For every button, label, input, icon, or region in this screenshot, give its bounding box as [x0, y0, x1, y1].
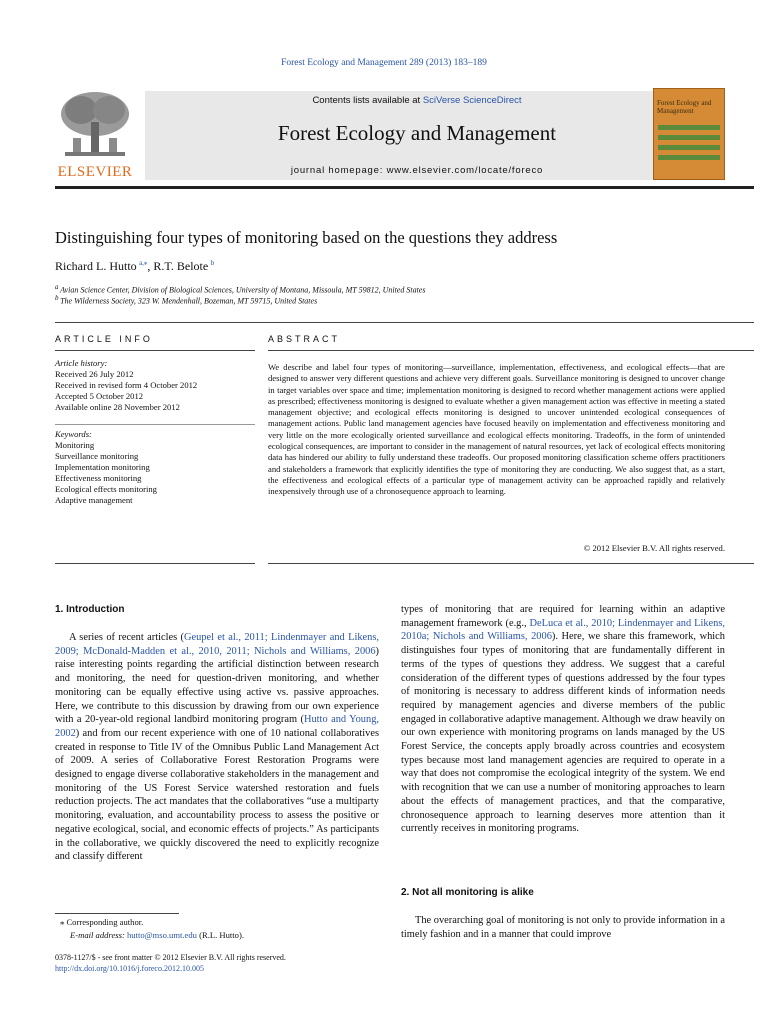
article-info-heading: ARTICLE INFO: [55, 334, 153, 344]
journal-reference[interactable]: Forest Ecology and Management 289 (2013) 183–189: [281, 58, 487, 68]
history-label: Article history:: [55, 358, 108, 368]
history-revised: Received in revised form 4 October 2012: [55, 380, 198, 390]
affil-marker-b[interactable]: b: [210, 259, 215, 267]
keyword: Ecological effects monitoring: [55, 484, 157, 494]
history-accepted: Accepted 5 October 2012: [55, 391, 144, 401]
journal-homepage[interactable]: journal homepage: www.elsevier.com/locate/foreco: [290, 165, 544, 176]
keyword: Surveillance monitoring: [55, 451, 139, 461]
text-run: ). Here, we share this framework, which distinguishes four types of monitoring that are fundamentally different in terms of the types of questions they address. We suggest that a careful consideration of the different types of questions addressed by the four types of monitoring is necessary to address different kinds of information needs required by management agencies and diverse members of the public engaged in collaborative adaptive management. Although we draw heavily on our own experience with monitoring programs on lands managed by the US Forest Service, the concepts apply broadly across countries and ecosystem types because most land management agencies are required to operate in a way that does not compromise the ecological integrity of the system. We end with recognition that we can use a number of monitoring approaches to learn about the effects of management practices, and that the comparative, chronosequence approach to learning deserves more attention than it currently receives in monitoring programs.: [401, 631, 725, 835]
keyword: Effectiveness monitoring: [55, 473, 142, 483]
journal-banner: [145, 91, 689, 180]
email-label: E-mail address:: [70, 930, 127, 940]
contents-prefix: Contents lists available at: [312, 95, 423, 106]
cover-title: Forest Ecology and Management: [657, 99, 712, 115]
issn-line: 0378-1127/$ - see front matter © 2012 Elsevier B.V. All rights reserved.: [55, 953, 286, 962]
text-run: types of monitoring that are required for learning within an adaptive management framework (e.g.,: [401, 604, 725, 629]
footnote-mark: ⁎: [60, 917, 65, 927]
affil-b-text: The Wilderness Society, 323 W. Mendenhall, Bozeman, MT 59715, United States: [60, 296, 318, 306]
abstract-bottom-rule: [268, 563, 754, 564]
elsevier-tree-logo: [55, 88, 135, 180]
cover-strip: [658, 125, 720, 130]
info-bottom-rule: [55, 563, 255, 564]
elsevier-wordmark: ELSEVIER: [57, 164, 133, 180]
citation-link[interactable]: Hutto and Young, 2002: [55, 714, 379, 739]
affil-a-mark: a: [55, 283, 59, 291]
text-run: ) and from our recent experience with one of 10 national collaboratives created in response to Title IV of the Omnibus Public Land Management Act of 2009. A series of Collaborative Forest Restoration Programs were designed to engage diverse collaborative stakeholders in the management and monitoring of the US Forest Service watershed restoration and fuels reduction projects. The act mandates that the collaboratives “use a multiparty monitoring, evaluation, and accountability process to assess the positive or negative ecological, social, and economic effects of projects.” As participants in the collaborative, we quickly discovered the need to explicitly recognize and classify different: [55, 727, 379, 863]
text-run: ) raise interesting points regarding the artificial distinction between research and monitoring, the need for question-driven monitoring, and whether monitoring can be equally effective using active vs. passive approaches. Here, we contribute to this discussion by drawing from our own experience with a 20-year-old regional landbird monitoring program (: [55, 645, 379, 726]
section2-paragraph: The overarching goal of monitoring is not only to provide information in a timely fashion and in a manner that could improve: [401, 915, 725, 940]
keyword: Monitoring: [55, 440, 95, 450]
affil-b-mark: b: [55, 294, 59, 302]
cover-strip: [658, 155, 720, 160]
section-heading-not-all-monitoring: 2. Not all monitoring is alike: [401, 887, 534, 898]
citation-link[interactable]: Geupel et al., 2011; Lindenmayer and Likens, 2009; McDonald-Madden et al., 2010, 2011; Nichols and Williams, 2006: [55, 632, 380, 657]
keywords-label: Keywords:: [55, 429, 92, 439]
info-heading-rule: [55, 350, 255, 351]
journal-header: [55, 88, 755, 184]
keywords-divider: [55, 424, 255, 425]
cover-strip: [658, 145, 720, 150]
history-online: Available online 28 November 2012: [55, 402, 180, 412]
journal-cover-thumbnail[interactable]: [653, 88, 725, 180]
email-suffix: (R.L. Hutto).: [196, 930, 244, 940]
footnote-corresponding: [60, 917, 143, 928]
keywords-list: [55, 440, 157, 506]
affiliation-a: [55, 283, 425, 295]
doi-link[interactable]: http://dx.doi.org/10.1016/j.foreco.2012.10.005: [55, 964, 204, 973]
copyright: © 2012 Elsevier B.V. All rights reserved.: [583, 543, 725, 553]
text-run: A series of recent articles (: [69, 632, 184, 643]
affil-marker-a[interactable]: a,: [139, 259, 144, 267]
header-rule: [55, 186, 754, 189]
cover-strip: [658, 135, 720, 140]
affil-a-text: Avian Science Center, Division of Biological Sciences, University of Montana, Missoula, MT 59812, United States: [60, 285, 426, 295]
intro-paragraph: [55, 631, 379, 864]
abstract-heading-rule: [268, 350, 754, 351]
article-title: Distinguishing four types of monitoring based on the questions they address: [55, 228, 558, 247]
section-heading-introduction: 1. Introduction: [55, 604, 125, 615]
journal-title: Forest Ecology and Management: [277, 121, 557, 145]
contents-line: [145, 95, 689, 106]
footnote-text: Corresponding author.: [64, 917, 144, 927]
affiliation-b: [55, 294, 317, 306]
history-list: [55, 369, 197, 413]
elsevier-tree-icon: [55, 88, 135, 164]
intro-paragraph-continued: [401, 603, 725, 836]
email-link[interactable]: hutto@mso.umt.edu: [126, 930, 197, 940]
corresponding-marker[interactable]: ⁎: [143, 259, 148, 267]
authors: [55, 259, 214, 274]
author-hutto: Richard L. Hutto: [55, 259, 137, 273]
citation-link[interactable]: DeLuca et al., 2010; Lindenmayer and Likens, 2010a; Nichols and Williams, 2006: [401, 617, 725, 643]
history-received: Received 26 July 2012: [55, 369, 134, 379]
abstract-heading: ABSTRACT: [268, 334, 341, 344]
footnote-email: [70, 930, 244, 940]
footnote-rule: [55, 913, 179, 914]
keyword: Adaptive management: [55, 495, 133, 505]
abstract-text: We describe and label four types of monitoring—surveillance, implementation, effectiveness, and ecological effects—that are designed to answer very different questions and achieve very different goals. Surveillance monitoring is designed to uncover change in target variables over space and time; implementation monitoring is designed to record whether management actions were applied as prescribed; effectiveness monitoring is designed to evaluate whether a given management action was effective in meeting a stated management objective; and ecological effects monitoring is designed to uncover unintended ecological consequences of management actions. Public land management agencies have focused heavily on implementation and effectiveness monitoring and very little on the more ecologically oriented surveillance and ecological effects monitoring. Tradeoffs, in the form of unintended ecological consequences, are important to consider in the management of natural resources, yet lack of ecological effects monitoring data has hindered our ability to fully understand these tradeoffs. Our proposed monitoring classification scheme offers practitioners and stakeholders a framework that explicitly identifies the type of monitoring they are conducting. We also suggest that, as a start, the effectiveness and ecological effects of a particular type of management activity can be approached rapidly and relatively inexpensively through use of a chronosequence approach to learning.: [268, 362, 725, 497]
author-belote: , R.T. Belote: [147, 259, 209, 273]
sciencedirect-link[interactable]: SciVerse ScienceDirect: [422, 95, 522, 106]
info-top-rule: [55, 322, 754, 323]
keyword: Implementation monitoring: [55, 462, 150, 472]
